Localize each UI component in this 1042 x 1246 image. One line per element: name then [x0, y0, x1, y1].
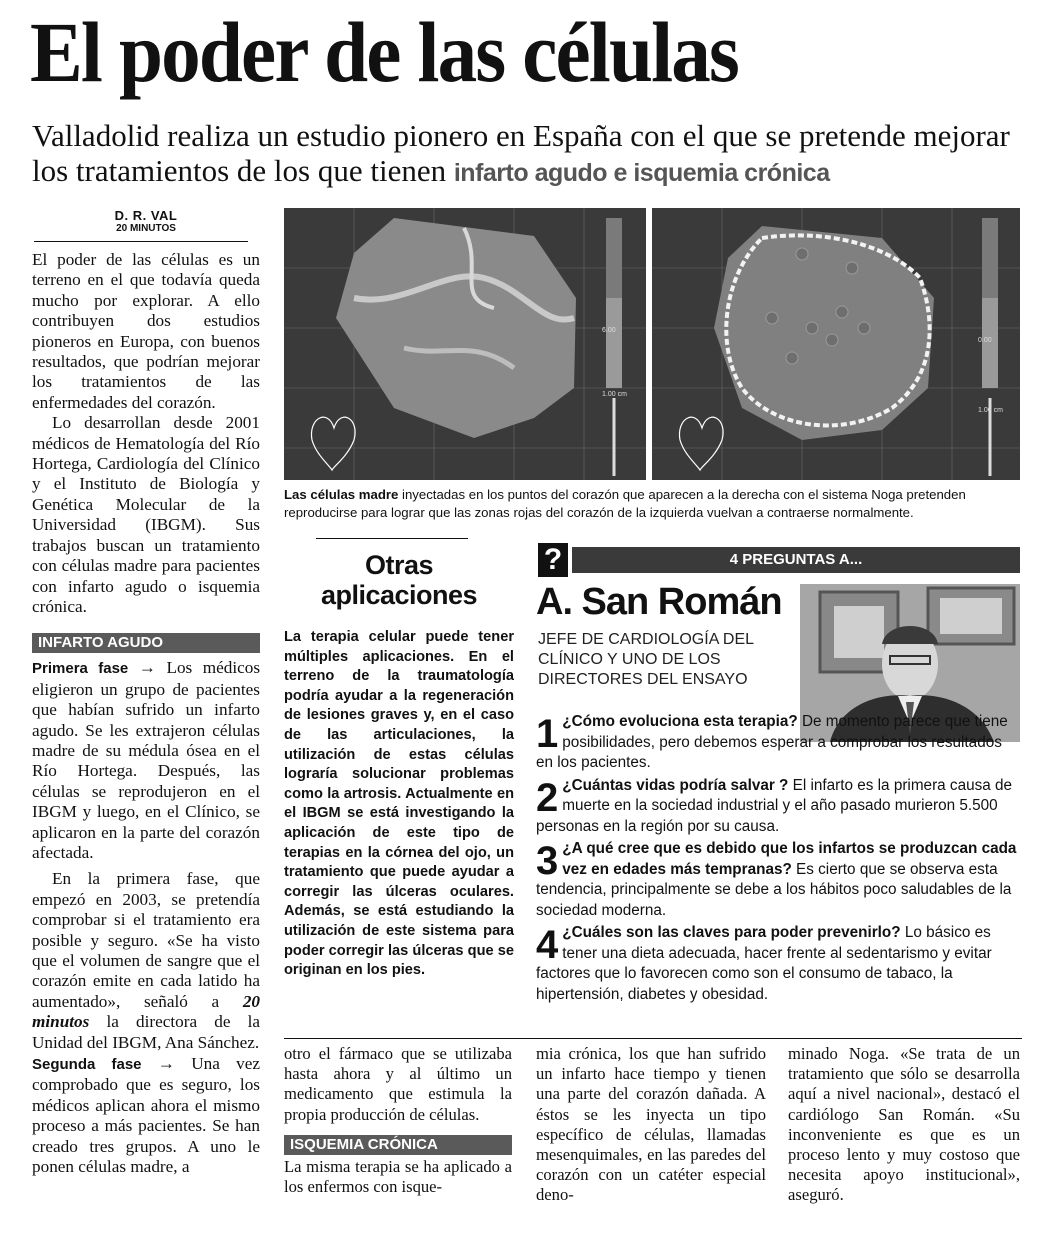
outlet-mention: 20 minutos: [32, 991, 260, 1032]
qa-number-1: 1: [536, 712, 559, 756]
col1-paragraph-3: [32, 657, 260, 863]
col1-paragraph-2: Lo desarrollan desde 2001 médicos de Hematología del Río Hortega, Cardiología del Clínico y el Instituto de Biología y Genética Molecular de la Universidad (IBGM). Sus trabajos buscan un tratamiento con células madre para pacientes con infarto agudo o isquemia crónica.: [32, 413, 260, 616]
arrow-icon: →: [157, 1053, 175, 1074]
byline: [110, 208, 182, 234]
figure-caption: [284, 486, 1022, 522]
primera-fase-lead: Primera fase: [32, 660, 129, 678]
qa-answer-4: Lo básico es tener una dieta adecuada, hacer frente al sedentarismo y evitar factores que lo favorecen como son el consumo de tabaco, la hipertensión, diabetes y obesidad.: [536, 924, 992, 1003]
col1-paragraph-4-text: En la primera fase, que empezó en 2003, se pretendía comprobar si el tratamiento era posible y seguro. «Se ha visto que el volumen de sangre que el corazón emite en cada latido ha aumentado», señaló a: [32, 869, 260, 1011]
qa-number-2: 2: [536, 775, 559, 820]
qa-item-4: [536, 923, 1020, 1005]
otras-rule: [316, 538, 468, 539]
caption-text: inyectadas en los puntos del corazón que aparecen a la derecha con el sistema Noga pretenden reproducirse para lograr que las zonas rojas del corazón de la izquierda vuelvan a contraerse normalmente.: [284, 487, 966, 520]
byline-rule: [34, 241, 248, 242]
heart-map-right-graphic: [652, 208, 1020, 480]
heart-map-left: [284, 208, 646, 480]
bottom-column-4: [788, 1044, 1020, 1206]
bottom-col4-text: minado Noga. «Se trata de un tratamiento que sólo se desarrolla aquí a nivel nacional», destacó el cardiólogo San Román. «Su inconveniente es que es un proceso lento y muy costoso que necesita apoyo institucional», aseguró.: [788, 1044, 1020, 1205]
headline: El poder de las células: [30, 4, 738, 100]
bottom-col2b-text: La misma terapia se ha aplicado a los enfermos con isque-: [284, 1156, 512, 1197]
qa-list: [536, 712, 1020, 1005]
bottom-rule: [284, 1038, 1022, 1039]
section-infarto-agudo: INFARTO AGUDO: [32, 633, 260, 653]
col1-paragraph-4-end: la directora de la Unidad del IBGM, Ana Sánchez.: [32, 1012, 260, 1052]
col1-paragraph-5: [32, 1053, 260, 1177]
right-scale-bottom: 1.00 cm: [978, 407, 1003, 414]
qa-number-4: 4: [536, 923, 559, 967]
bottom-column-2: [284, 1044, 512, 1197]
qa-answer-3: Es cierto que se observa esta tendencia, principalmente se debe a los hábitos poco saludables de la sociedad moderna.: [536, 860, 1012, 919]
caption-lead: Las células madre: [284, 487, 399, 502]
byline-author: D. R. VAL: [114, 208, 178, 223]
col1-paragraph-3-text: Los médicos eligieron un grupo de pacientes que habían sufrido un infarto agudo. Se les extrajeron células madre de su médula ósea en el Río Hortega. Después, las células se reprodujeron en el IBGM y luego, en el Clínico, se aplicaron en la parte del corazón afectada.: [32, 658, 261, 862]
qa-answer-1: De momento parece que tiene posibilidades, pero debemos esperar a comprobar los resultados en los pacientes.: [536, 713, 1008, 771]
byline-outlet: 20 MINUTOS: [116, 223, 176, 234]
right-scale-top: 0.00: [978, 337, 992, 344]
section-isquemia-cronica: ISQUEMIA CRÓNICA: [284, 1135, 512, 1155]
col1-paragraph-4: [32, 869, 260, 1053]
qa-question-4: ¿Cuáles son las claves para poder prevenirlo?: [562, 924, 901, 941]
bottom-col2-text: otro el fármaco que se utilizaba hasta ahora y al último un medicamento que estimula la propia producción de células.: [284, 1044, 512, 1124]
qa-item-3: [536, 839, 1020, 921]
arrow-icon: →: [138, 657, 156, 678]
subheadline-text: Valladolid realiza un estudio pionero en España con el que se pretende mejorar los tratamientos de los que tienen: [32, 118, 1010, 188]
qa-number-3: 3: [536, 839, 559, 883]
otras-aplicaciones-title: Otras aplicaciones: [320, 550, 478, 610]
heart-map-left-graphic: [284, 208, 646, 480]
left-scale-bottom: 1.00 cm: [602, 391, 627, 398]
otras-aplicaciones-body: La terapia celular puede tener múltiples aplicaciones. En el terreno de la traumatología podría ayudar a la regeneración de lesiones graves y, en el caso de las articulaciones, la utilización de estas células lograría solucionar problemas como la artrosis. Actualmente en el IBGM se está investigando la aplicación de este tipo de terapias en la córnea del ojo, un tratamiento que puede ayudar a corregir las úlceras oculares. Además, se está estudiando la utilización de este sistema para poder corregir las úlceras que se originan en los pies.: [284, 629, 514, 979]
bottom-column-3: [536, 1044, 766, 1206]
interviewee-name: A. San Román: [536, 581, 782, 623]
heart-map-right: [652, 208, 1020, 480]
col1-paragraph-5-text: Una vez comprobado que es seguro, los médicos aplican ahora el mismo proceso a más pacientes. Se han creado tres grupos. A uno le ponen células madre, a: [32, 1054, 261, 1177]
qa-item-1: [536, 712, 1020, 774]
qa-item-2: [536, 776, 1020, 838]
qa-answer-2: El infarto es la primera causa de muerte en la sociedad industrial y el año pasado murieron 5.500 personas en la región por su causa.: [536, 776, 1013, 835]
qa-question-3: ¿A qué cree que es debido que los infartos se produzcan cada vez en edades más tempranas?: [562, 840, 1017, 878]
qa-question-1: ¿Cómo evoluciona esta terapia?: [562, 713, 798, 730]
bottom-col3-text: mia crónica, los que han sufrido un infarto hace tiempo y tienen una parte del corazón dañada. A éstos se les inyecta un tipo específico de células, llamadas mesenquimales, en las paredes del corazón con un catéter especial deno-: [536, 1044, 766, 1205]
four-questions-bar: 4 PREGUNTAS A...: [572, 547, 1020, 573]
interviewee-role: JEFE DE CARDIOLOGÍA DEL CLÍNICO Y UNO DE LOS DIRECTORES DEL ENSAYO: [538, 631, 754, 688]
column-1: [32, 250, 260, 1177]
subheadline-highlight: infarto agudo e isquemia crónica: [453, 159, 830, 187]
left-scale-top: 6.00: [602, 327, 616, 334]
subheadline: [32, 118, 1022, 191]
question-mark-icon: ?: [538, 543, 568, 577]
segunda-fase-lead: Segunda fase: [32, 1056, 142, 1074]
qa-question-2: ¿Cuántas vidas podría salvar ?: [562, 776, 789, 794]
col1-paragraph-1: El poder de las células es un terreno en el que todavía queda mucho por explorar. A ello contribuyen dos estudios pioneros en Europa, con buenos resultados, que podrían mejorar los tratamientos de las enfermedades del corazón.: [32, 250, 260, 412]
